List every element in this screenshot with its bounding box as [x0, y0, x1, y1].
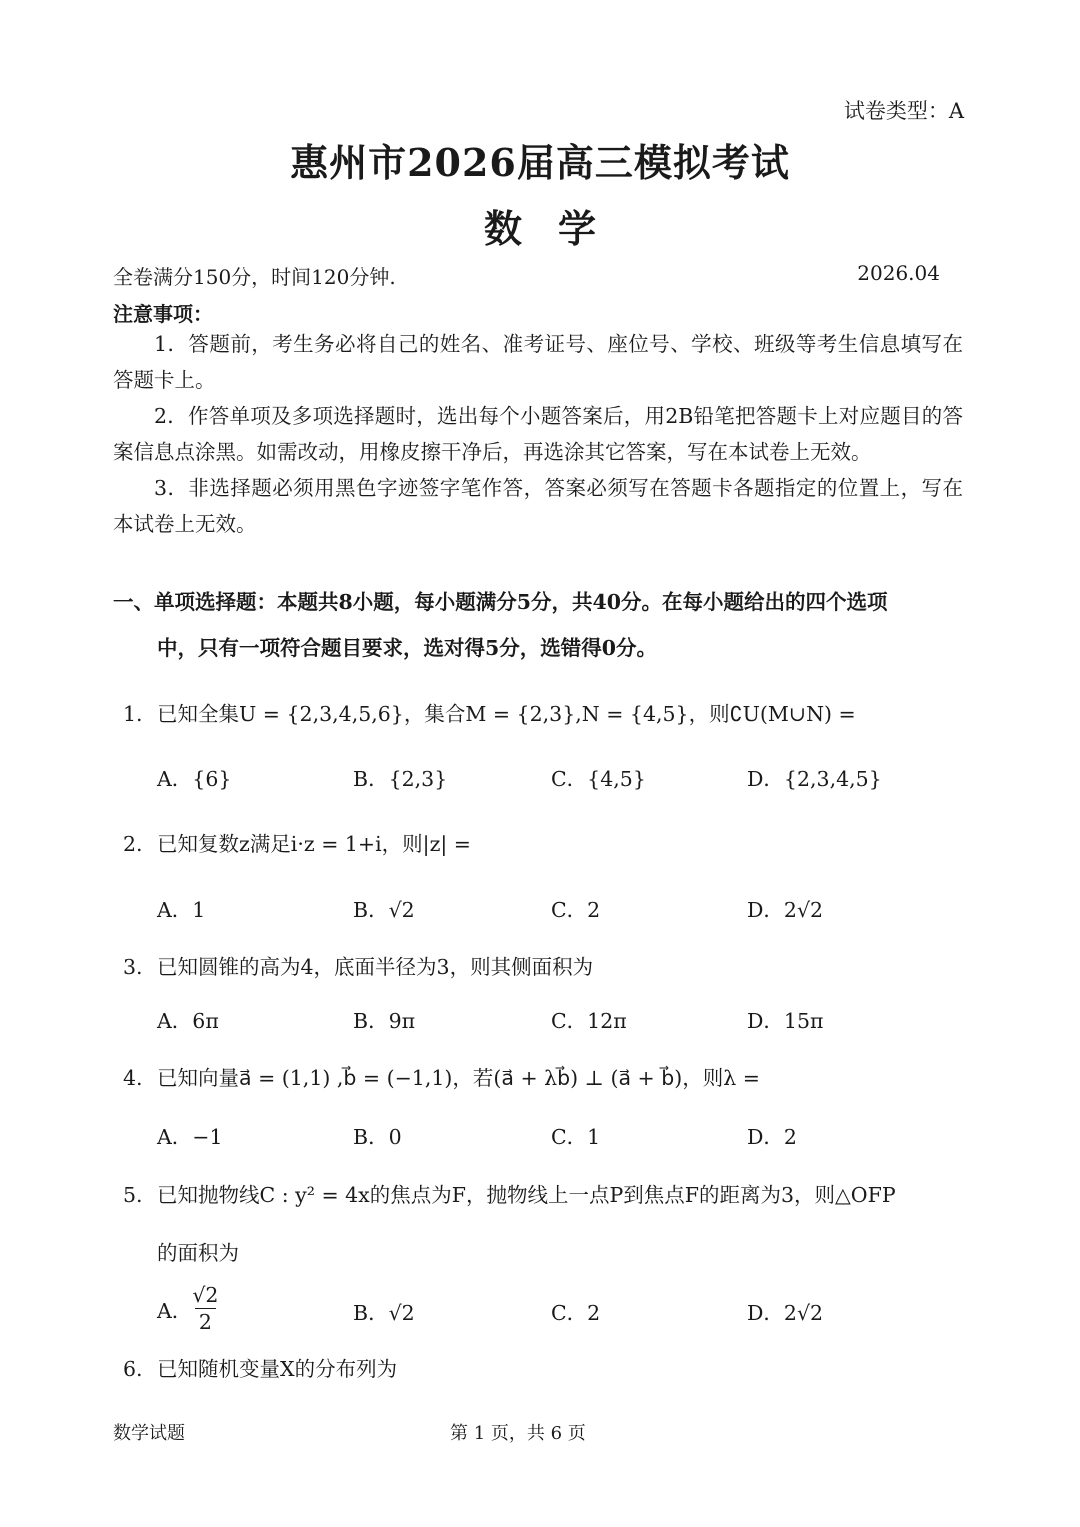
option-c: C．2 — [551, 1301, 601, 1325]
question-number: 5. — [123, 1183, 143, 1207]
option-c: C．{4,5} — [551, 767, 646, 791]
question-text: 已知全集U = {2,3,4,5,6}，集合M = {2,3},N = {4,5}，则∁U(M∪N) = — [157, 702, 856, 726]
option-d: D．2√2 — [747, 1301, 824, 1325]
exam-info: 全卷满分150分，时间120分钟. — [113, 265, 396, 289]
question-text: 已知抛物线C : y² = 4x的焦点为F，抛物线上一点P到焦点F的距离为3，则△OFP — [157, 1183, 896, 1207]
question-number: 3. — [123, 955, 143, 979]
notice-item-3: 3．非选择题必须用黑色字迹签字笔作答，答案必须写在答题卡各题指定的位置上，写在本试卷上无效。 — [113, 476, 963, 536]
option-c: C．12π — [551, 1009, 627, 1033]
option-b: B．0 — [353, 1125, 402, 1149]
option-d: D．15π — [747, 1009, 824, 1033]
subject-title: 数学 — [483, 206, 632, 251]
section-heading-line-2: 中，只有一项符合题目要求，选对得5分，选错得0分。 — [157, 636, 658, 660]
question-2 — [123, 827, 471, 857]
section-heading-line-1: 一、单项选择题：本题共8小题，每小题满分5分，共40分。在每小题给出的四个选项 — [113, 590, 888, 614]
option-a: A．6π — [157, 1009, 219, 1033]
option-a: A．−1 — [157, 1125, 223, 1149]
option-d: D．{2,3,4,5} — [747, 767, 882, 791]
fraction — [192, 1282, 218, 1335]
notice-item-1: 1．答题前，考生务必将自己的姓名、准考证号、座位号、学校、班级等考生信息填写在答题卡上。 — [113, 332, 963, 392]
question-text: 已知复数z满足i·z = 1+i，则|z| = — [157, 832, 471, 856]
option-c: C．2 — [551, 898, 601, 922]
paper-type: 试卷类型：A — [843, 99, 964, 123]
question-1 — [123, 697, 856, 727]
option-b: B．√2 — [353, 1301, 415, 1325]
page-number: 第 1 页，共 6 页 — [450, 1423, 586, 1444]
option-b: B．9π — [353, 1009, 416, 1033]
option-a-label: A． — [157, 1298, 193, 1323]
notice-heading: 注意事项： — [113, 302, 213, 326]
question-text: 已知向量a⃗ = (1,1) ,b⃗ = (−1,1)，若(a⃗ + λb⃗) ⊥ (a⃗ + b⃗)，则λ = — [157, 1066, 760, 1090]
question-number: 4. — [123, 1066, 143, 1090]
exam-title: 惠州市2026届高三模拟考试 — [290, 140, 790, 185]
question-5-continued: 的面积为 — [157, 1241, 239, 1265]
option-a: A．{6} — [157, 767, 232, 791]
question-number: 1. — [123, 702, 143, 726]
option-b: B．{2,3} — [353, 767, 448, 791]
option-c: C．1 — [551, 1125, 601, 1149]
option-b: B．√2 — [353, 898, 415, 922]
question-number: 6. — [123, 1357, 143, 1381]
option-a — [157, 1282, 218, 1335]
question-6 — [123, 1352, 397, 1382]
question-text: 已知随机变量X的分布列为 — [157, 1357, 398, 1381]
fraction-numerator: √2 — [192, 1283, 219, 1307]
question-text: 已知圆锥的高为4，底面半径为3，则其侧面积为 — [157, 955, 594, 979]
section-heading — [113, 579, 968, 671]
question-4 — [123, 1061, 760, 1091]
option-d: D．2 — [747, 1125, 797, 1149]
option-d: D．2√2 — [747, 898, 824, 922]
question-5 — [123, 1178, 896, 1208]
exam-date: 2026.04 — [857, 261, 940, 285]
option-a: A．1 — [157, 898, 206, 922]
fraction-denominator: 2 — [195, 1308, 216, 1335]
notice-item-2: 2．作答单项及多项选择题时，选出每个小题答案后，用2B铅笔把答题卡上对应题目的答案信息点涂黑。如需改动，用橡皮擦干净后，再选涂其它答案，写在本试卷上无效。 — [113, 404, 963, 464]
question-number: 2. — [123, 832, 143, 856]
footer-subject: 数学试题 — [113, 1423, 185, 1444]
question-3 — [123, 950, 593, 980]
